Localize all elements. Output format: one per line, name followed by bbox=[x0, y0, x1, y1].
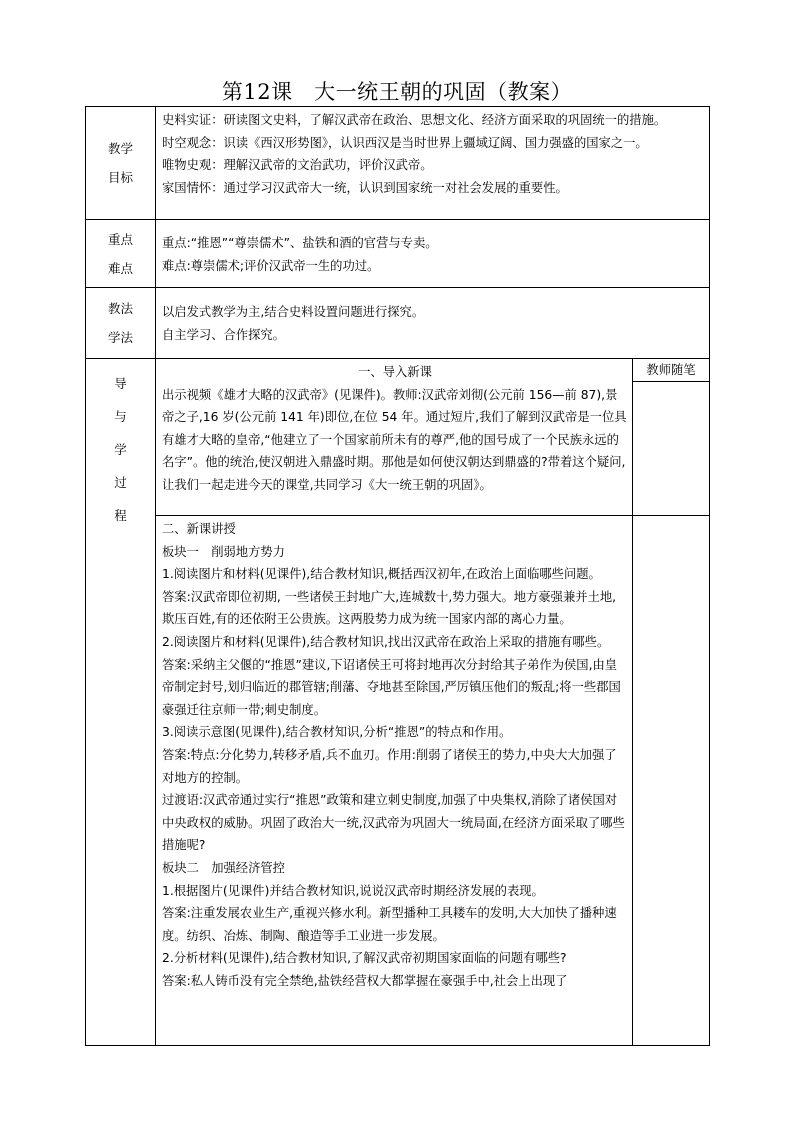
new-lesson-row bbox=[86, 516, 710, 1046]
keypoint-item: 难点:尊崇儒术;评价汉武帝一生的功过。 bbox=[162, 258, 380, 273]
objective-item: 唯物史观：理解汉武帝的文治武功，评价汉武帝。 bbox=[162, 158, 433, 173]
objectives-content bbox=[156, 107, 710, 220]
intro-text: 出示视频《雄才大略的汉武帝》(见课件)。教师:汉武帝刘彻(公元前 156—前 87),景帝之子,16 岁(公元前 141 年)即位,在位 54 年。通过短片,我们了解到汉武帝是一位具有雄才大略的皇帝,“他建立了一个国家前所未有的尊严,他的国号成了一个民族永远的名字”。他的统治,使汉朝进入鼎盛时期。那他是如何使汉朝达到鼎盛的?带着这个疑问,让我们一起走进今天的课堂,共同学习《大一统王朝的巩固》。 bbox=[162, 387, 627, 492]
intro-content bbox=[156, 359, 633, 516]
answer-item: 答案:采纳主父偃的“推恩”建议,下诏诸侯王可将封地再次分封给其子弟作为侯国,由皇帝制定封号,划归临近的郡管辖;削藩、夺地甚至除国,严厉镇压他们的叛乱;将一些郡国豪强迁往京师一带;刺史制度。 bbox=[162, 657, 621, 717]
answer-item: 答案:特点:分化势力,转移矛盾,兵不血刃。作用:削弱了诸侯王的势力,中央大大加强了对地方的控制。 bbox=[162, 747, 617, 785]
question-item: 1.阅读图片和材料(见课件),结合教材知识,概括西汉初年,在政治上面临哪些问题。 bbox=[162, 567, 601, 582]
method-item: 自主学习、合作探究。 bbox=[162, 328, 285, 342]
objective-item: 时空观念：识读《西汉形势图》，认识西汉是当时世界上疆域辽阔、国力强盛的国家之一。 bbox=[162, 135, 648, 150]
methods-content bbox=[156, 288, 710, 359]
question-item: 1.根据图片(见课件)并结合教材知识,说说汉武帝时期经济发展的表现。 bbox=[162, 883, 544, 898]
intro-title: 一、导入新课 bbox=[358, 365, 432, 379]
methods-label: 教法 学法 bbox=[86, 288, 156, 359]
keypoints-content bbox=[156, 220, 710, 288]
question-item: 2.阅读图片和材料(见课件),结合教材知识,找出汉武帝在政治上采取的措施有哪些。 bbox=[162, 634, 610, 649]
method-item: 以启发式教学为主,结合史料设置问题进行探究。 bbox=[162, 305, 425, 320]
question-item: 3.阅读示意图(见课件),结合教材知识,分析“推恩”的特点和作用。 bbox=[162, 725, 512, 740]
transition-text: 过渡语:汉武帝通过实行“推恩”政策和建立刺史制度,加强了中央集权,消除了诸侯国对中央政权的威胁。巩固了政治大一统,汉武帝为巩固大一统局面,在经济方面采取了哪些措施呢? bbox=[162, 793, 625, 853]
answer-item: 答案:私人铸币没有完全禁绝,盐铁经营权大都掌握在豪强手中,社会上出现了 bbox=[162, 973, 568, 988]
block-heading: 板块二 加强经济管控 bbox=[162, 860, 285, 875]
keypoint-item: 重点:“推恩”“尊崇儒术”、盐铁和酒的官营与专卖。 bbox=[162, 235, 438, 250]
objectives-row bbox=[86, 107, 710, 220]
teacher-notes-area bbox=[633, 516, 710, 1046]
objective-item: 史料实证：研读图文史料，了解汉武帝在政治、思想文化、经济方面采取的巩固统一的措施。 bbox=[162, 113, 667, 127]
notes-column-top bbox=[633, 359, 710, 516]
objective-item: 家国情怀：通过学习汉武帝大一统，认识到国家统一对社会发展的重要性。 bbox=[162, 180, 568, 195]
objectives-label: 教学 目标 bbox=[86, 107, 156, 220]
keypoints-row bbox=[86, 220, 710, 288]
section-heading: 二、新课讲授 bbox=[162, 522, 236, 536]
answer-item: 答案:注重发展农业生产,重视兴修水利。新型播种工具耧车的发明,大大加快了播种速度。纺织、冶炼、制陶、酿造等手工业进一步发展。 bbox=[162, 906, 617, 943]
methods-row bbox=[86, 288, 710, 359]
answer-item: 答案:汉武帝即位初期, 一些诸侯王封地广大,连城数十,势力强大。地方豪强兼并土地,欺压百姓,有的还依附王公贵族。这两股势力成为统一国家内部的离心力量。 bbox=[162, 589, 617, 627]
teacher-notes-header: 教师随笔 bbox=[633, 359, 709, 382]
keypoints-label: 重点 难点 bbox=[86, 220, 156, 288]
question-item: 2.分析材料(见课件),结合教材知识,了解汉武帝初期国家面临的问题有哪些? bbox=[162, 951, 567, 966]
block-heading: 板块一 削弱地方势力 bbox=[162, 544, 285, 559]
intro-row bbox=[86, 359, 710, 516]
process-label: 导 与 学 过 程 bbox=[86, 359, 156, 1046]
page-title: 第12课 大一统王朝的巩固（教案） bbox=[221, 80, 573, 104]
lesson-plan-table bbox=[85, 106, 710, 1046]
new-lesson-content bbox=[156, 516, 633, 1046]
